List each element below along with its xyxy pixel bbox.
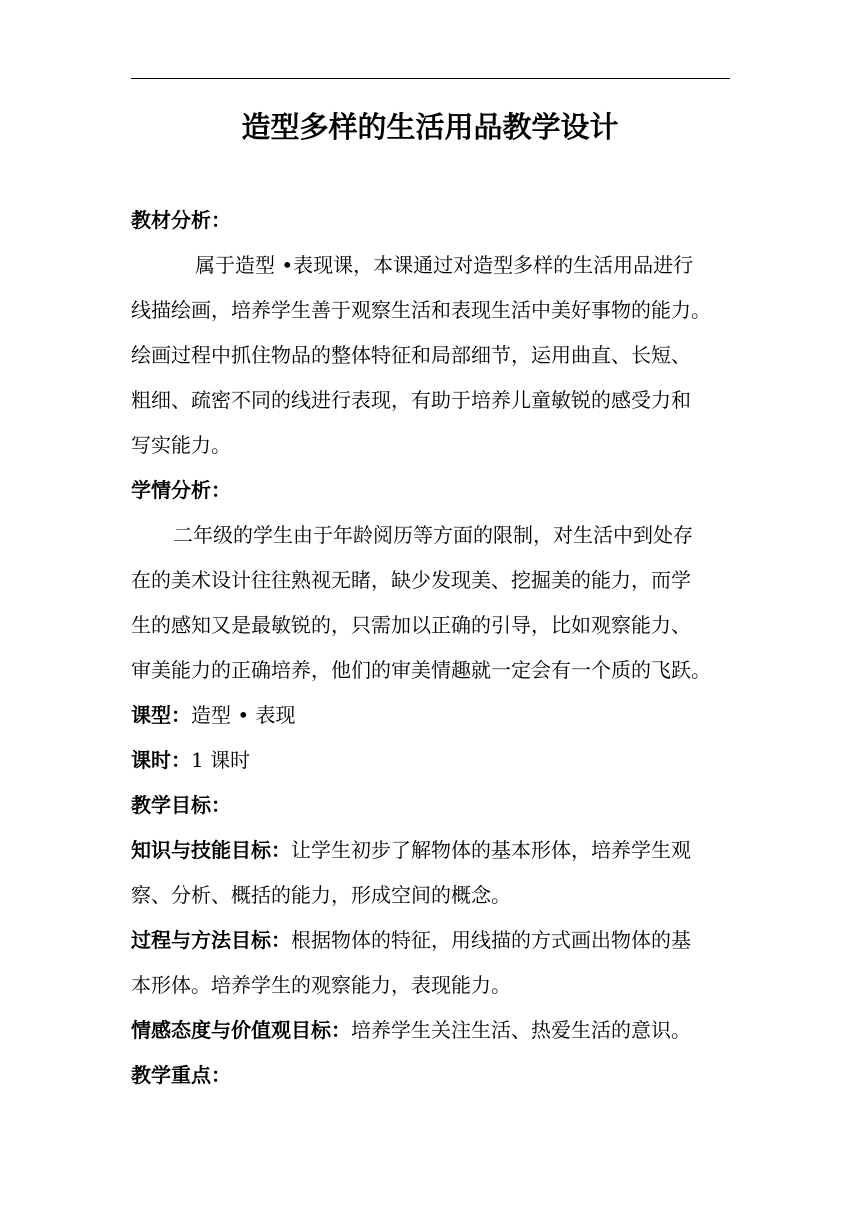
emotion-goal-label: 情感态度与价值观目标：	[131, 1018, 351, 1042]
process-goal-text: 根据物体的特征，用线描的方式画出物体的基	[291, 928, 691, 952]
section-teaching-goals	[131, 783, 731, 1053]
section-lesson-type	[131, 693, 731, 738]
paragraph-line: 生的感知又是最敏锐的，只需加以正确的引导，比如观察能力、	[131, 613, 691, 637]
paragraph-line: 绘画过程中抓住物品的整体特征和局部细节，运用曲直、长短、	[131, 343, 691, 367]
header-rule	[131, 78, 730, 79]
lesson-hours-line	[131, 738, 731, 783]
knowledge-goal-line	[131, 828, 731, 873]
section-lesson-hours	[131, 738, 731, 783]
process-goal-label: 过程与方法目标：	[131, 928, 291, 952]
knowledge-goal-continuation: 察、分析、概括的能力，形成空间的概念。	[131, 883, 511, 907]
process-goal-continuation: 本形体。培养学生的观察能力，表现能力。	[131, 973, 511, 997]
lesson-hours-label: 课时：	[131, 748, 191, 772]
paragraph-line: 写实能力。	[131, 433, 231, 457]
paragraph-line: 二年级的学生由于年龄阅历等方面的限制，对生活中到处存	[173, 523, 693, 547]
paragraph-line: 线描绘画，培养学生善于观察生活和表现生活中美好事物的能力。	[131, 298, 711, 322]
document-title: 造型多样的生活用品教学设计	[241, 110, 619, 144]
lesson-hours-value: 1 课时	[191, 748, 251, 772]
emotion-goal-line	[131, 1008, 731, 1053]
lesson-type-line	[131, 693, 731, 738]
section-heading: 教材分析：	[131, 208, 231, 232]
section-heading: 教学目标：	[131, 793, 231, 817]
section-heading: 教学重点：	[131, 1063, 231, 1087]
paragraph-line: 在的美术设计往往熟视无睹，缺少发现美、挖掘美的能力，而学	[131, 568, 691, 592]
process-goal-line	[131, 918, 731, 963]
section-heading: 学情分析：	[131, 478, 231, 502]
section-teaching-focus	[131, 1053, 731, 1098]
knowledge-goal-label: 知识与技能目标：	[131, 838, 291, 862]
lesson-type-label: 课型：	[131, 703, 191, 727]
lesson-type-value: 造型 • 表现	[191, 703, 296, 727]
section-textbook-analysis	[131, 198, 731, 468]
paragraph-line: 粗细、疏密不同的线进行表现，有助于培养儿童敏锐的感受力和	[131, 388, 691, 412]
emotion-goal-text: 培养学生关注生活、热爱生活的意识。	[351, 1018, 691, 1042]
section-student-analysis	[131, 468, 731, 693]
paragraph-line: 属于造型 •表现课，本课通过对造型多样的生活用品进行	[195, 253, 694, 277]
knowledge-goal-text: 让学生初步了解物体的基本形体，培养学生观	[291, 838, 691, 862]
document-body	[131, 198, 731, 1098]
paragraph-line: 审美能力的正确培养，他们的审美情趣就一定会有一个质的飞跃。	[131, 658, 711, 682]
